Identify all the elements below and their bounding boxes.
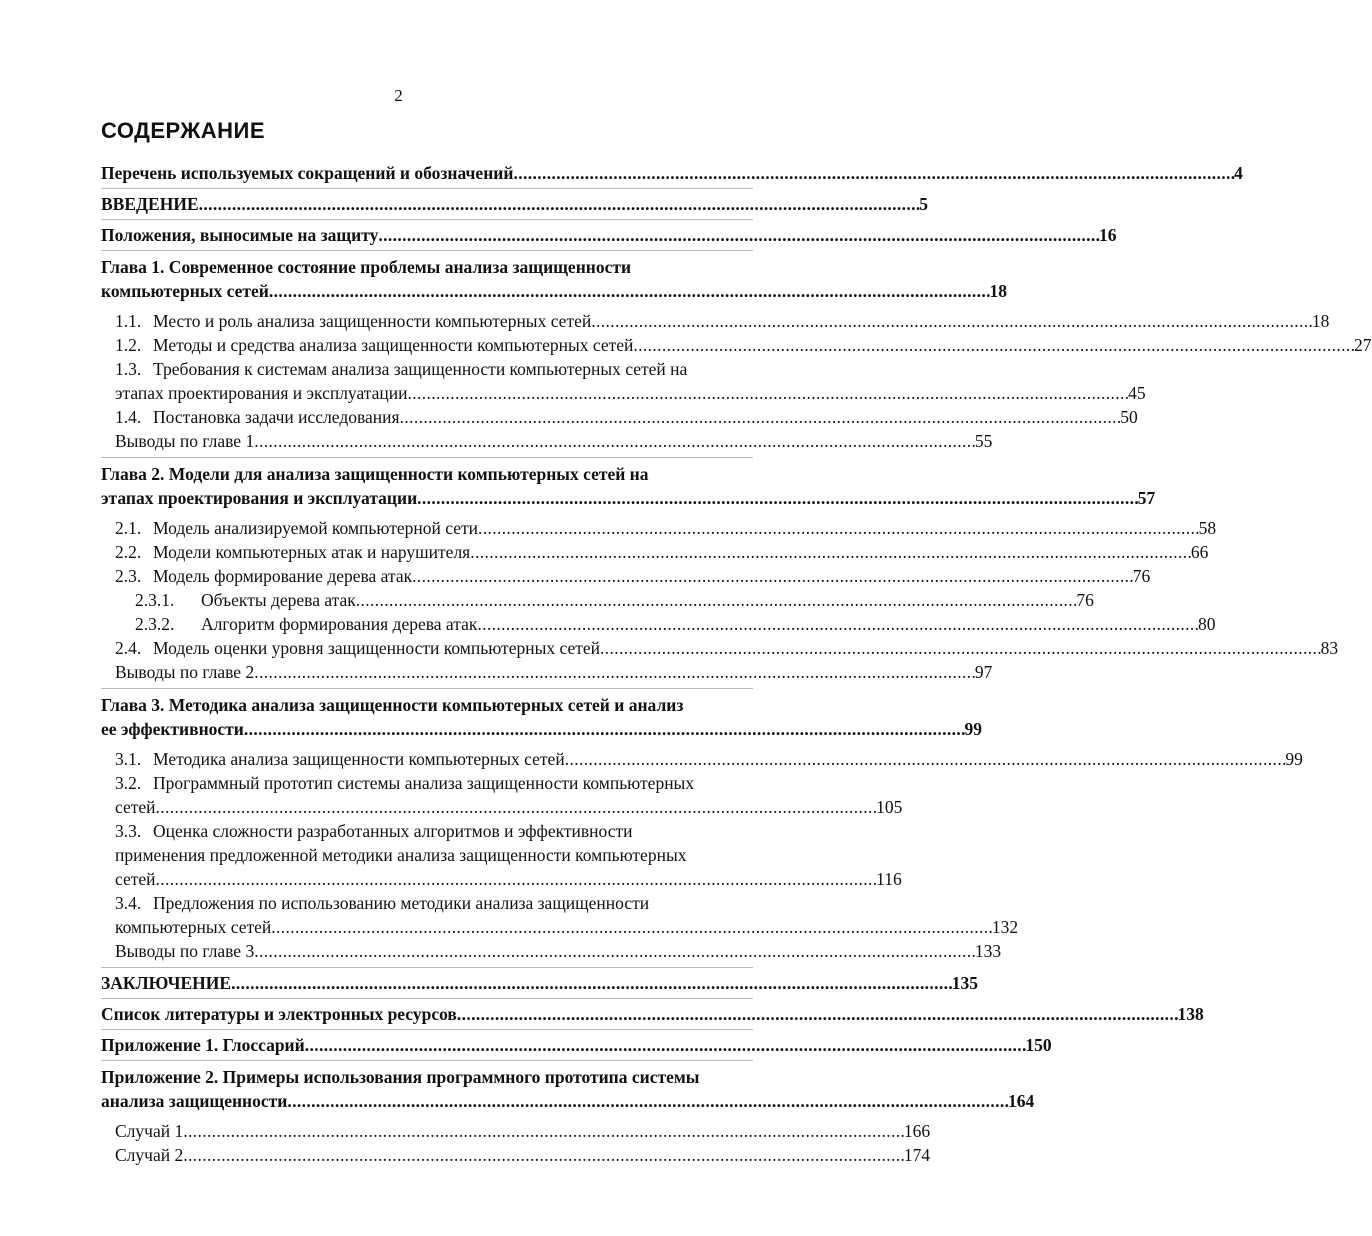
toc-entry-chapter-3[interactable] <box>101 693 982 741</box>
toc-page-number: 76 <box>1132 566 1151 586</box>
section-number: 2.4. <box>115 638 142 658</box>
toc-group-intro <box>101 189 929 220</box>
section-number: 2.1. <box>115 518 142 538</box>
section-number: 2.3. <box>115 566 142 586</box>
toc-page-number: 97 <box>974 662 993 682</box>
toc-entry-title: ЗАКЛЮЧЕНИЕ <box>101 973 232 993</box>
toc-entry-title-cont: сетей <box>115 869 156 889</box>
toc-entry-2-4[interactable] <box>101 636 1339 660</box>
toc-entry-title: Оценка сложности разработанных алгоритмов и эффективности <box>153 821 633 841</box>
toc-page-number: 27 <box>1354 335 1372 355</box>
toc-group-chapter-1 <box>101 251 1372 458</box>
toc-entry-case-1[interactable] <box>101 1119 931 1143</box>
toc-entry-title-cont: компьютерных сетей <box>115 917 272 937</box>
toc-entry-title: Случай 2 <box>115 1145 184 1165</box>
toc-page-number: 16 <box>1099 225 1117 245</box>
toc-entry-title: Методы и средства анализа защищенности компьютерных сетей <box>153 335 634 355</box>
section-number: 1.2. <box>115 335 142 355</box>
toc-page-number: 164 <box>1007 1091 1035 1111</box>
toc-group-chapter-3 <box>101 689 1303 968</box>
toc-page-number: 138 <box>1177 1004 1204 1024</box>
toc-entry-title: Постановка задачи исследования <box>153 407 400 427</box>
toc-entry-title-cont: ее эффективности <box>101 719 244 739</box>
toc-page-number: 174 <box>903 1145 931 1165</box>
toc-entry-introduction[interactable] <box>101 192 929 216</box>
toc-page-number: 99 <box>964 719 982 739</box>
toc-entry-2-1[interactable] <box>101 516 1217 540</box>
toc-entry-3-2[interactable] <box>101 771 903 819</box>
toc-entry-3-3[interactable] <box>101 819 902 891</box>
toc-group-theses <box>101 220 1117 251</box>
toc-page-number: 150 <box>1025 1035 1052 1055</box>
toc-entry-appendix-1[interactable] <box>101 1033 1052 1057</box>
toc-entry-2-2[interactable] <box>101 540 1209 564</box>
section-number: 1.4. <box>115 407 142 427</box>
toc-entry-references[interactable] <box>101 1002 1204 1026</box>
section-number: 3.4. <box>115 893 142 913</box>
toc-entry-title: Программный прототип системы анализа защищенности компьютерных <box>153 773 695 793</box>
toc-entry-title: Положения, выносимые на защиту <box>101 225 379 245</box>
toc-entry-3-1[interactable] <box>101 747 1303 771</box>
toc-entry-2-3-1[interactable] <box>101 588 1094 612</box>
toc-group-abbrev <box>101 158 1243 189</box>
toc-entry-case-2[interactable] <box>101 1143 931 1167</box>
toc-page-number: 18 <box>1311 311 1330 331</box>
toc-page-number: 116 <box>876 869 902 889</box>
section-number: 2.3.1. <box>135 590 175 610</box>
section-number: 1.1. <box>115 311 142 331</box>
toc-entry-title: Модель анализируемой компьютерной сети <box>153 518 479 538</box>
toc-entry-title: Объекты дерева атак <box>201 590 356 610</box>
toc-entry-title: Случай 1 <box>115 1121 184 1141</box>
toc-entry-1-1[interactable] <box>101 309 1330 333</box>
toc-entry-title-cont: этапах проектирования и эксплуатации <box>115 383 408 403</box>
toc-entry-1-conclusions[interactable] <box>101 429 993 453</box>
toc-entry-title: Приложение 2. Примеры использования программного прототипа системы <box>101 1067 700 1087</box>
toc-entry-abbreviations[interactable] <box>101 161 1243 185</box>
toc-page-number: 80 <box>1197 614 1216 634</box>
toc-entry-title: Модели компьютерных атак и нарушителя <box>153 542 471 562</box>
toc-entry-title: Выводы по главе 3 <box>115 941 255 961</box>
toc-entry-title-cont: сетей <box>115 797 156 817</box>
toc-page-number: 66 <box>1190 542 1209 562</box>
toc-entry-title: Алгоритм формирования дерева атак <box>201 614 478 634</box>
toc-page-number: 133 <box>974 941 1002 961</box>
toc-entry-title-cont: компьютерных сетей <box>101 281 269 301</box>
toc-entry-title: Перечень используемых сокращений и обозначений <box>101 163 514 183</box>
toc-entry-1-3[interactable] <box>101 357 1146 405</box>
toc-page-number: 58 <box>1198 518 1217 538</box>
toc-entry-chapter-2[interactable] <box>101 462 1156 510</box>
toc-page-number: 5 <box>919 194 929 214</box>
section-number: 3.1. <box>115 749 142 769</box>
toc-page-number: 166 <box>903 1121 931 1141</box>
toc-entry-title: Глава 2. Модели для анализа защищенности компьютерных сетей на <box>101 464 649 484</box>
toc-group-chapter-2 <box>101 458 1339 689</box>
toc-entry-appendix-2[interactable] <box>101 1065 1035 1113</box>
toc-entry-conclusion[interactable] <box>101 971 978 995</box>
toc-page-number: 57 <box>1137 488 1156 508</box>
toc-entry-1-2[interactable] <box>101 333 1372 357</box>
toc-page-number: 135 <box>951 973 978 993</box>
toc-entry-title-cont: этапах проектирования и эксплуатации <box>101 488 418 508</box>
toc-page-number: 105 <box>876 797 903 817</box>
section-number: 3.3. <box>115 821 142 841</box>
toc-entry-1-4[interactable] <box>101 405 1138 429</box>
toc-entry-title: Приложение 1. Глоссарий <box>101 1035 305 1055</box>
toc-entry-title: Список литературы и электронных ресурсов <box>101 1004 457 1024</box>
section-number: 1.3. <box>115 359 142 379</box>
toc-group-appendix-2 <box>101 1061 1035 1171</box>
toc-entry-title: Модель формирование дерева атак <box>153 566 413 586</box>
section-number: 2.2. <box>115 542 142 562</box>
toc-entry-title: Предложения по использованию методики анализа защищенности <box>153 893 650 913</box>
toc-page-number: 4 <box>1234 163 1243 183</box>
toc-entry-title: Методика анализа защищенности компьютерных сетей <box>153 749 565 769</box>
toc-entry-title: Место и роль анализа защищенности компьютерных сетей <box>153 311 592 331</box>
toc-entry-title: Требования к системам анализа защищенности компьютерных сетей на <box>153 359 688 379</box>
toc-page-number: 45 <box>1128 383 1146 403</box>
toc-entry-title: Глава 3. Методика анализа защищенности компьютерных сетей и анализ <box>101 695 684 715</box>
toc-page-number: 99 <box>1285 749 1303 769</box>
toc-group-conclusion <box>101 968 978 999</box>
page-title: СОДЕРЖАНИЕ <box>101 118 266 143</box>
toc-entry-title: Глава 1. Современное состояние проблемы анализа защищенности <box>101 257 632 277</box>
page-number: 2 <box>394 86 403 105</box>
toc-page-number: 55 <box>974 431 993 451</box>
toc-group-references <box>101 999 1204 1030</box>
toc-entry-title-cont: анализа защищенности <box>101 1091 288 1111</box>
section-number: 3.2. <box>115 773 142 793</box>
toc-page-number: 132 <box>991 917 1019 937</box>
toc-entry-title-cont: применения предложенной методики анализа защищенности компьютерных <box>115 845 687 865</box>
toc-page-number: 76 <box>1076 590 1094 610</box>
toc-page-number: 50 <box>1120 407 1138 427</box>
toc-entry-2-3[interactable] <box>101 564 1151 588</box>
toc-entry-title: ВВЕДЕНИЕ <box>101 194 199 214</box>
section-number: 2.3.2. <box>135 614 175 634</box>
toc-page-number: 83 <box>1320 638 1339 658</box>
toc-entry-2-3-2[interactable] <box>101 612 1216 636</box>
toc-entry-title: Модель оценки уровня защищенности компьютерных сетей <box>153 638 600 658</box>
toc-group-appendix-1 <box>101 1030 1052 1061</box>
toc-entry-title: Выводы по главе 2 <box>115 662 255 682</box>
toc-entry-chapter-1[interactable] <box>101 255 1007 303</box>
toc-entry-3-conclusions[interactable] <box>101 939 1002 963</box>
toc-entry-3-4[interactable] <box>101 891 1019 939</box>
toc-entry-2-conclusions[interactable] <box>101 660 993 684</box>
toc-entry-theses[interactable] <box>101 223 1117 247</box>
table-of-contents <box>101 158 1372 1171</box>
toc-entry-title: Выводы по главе 1 <box>115 431 255 451</box>
toc-page-number: 18 <box>989 281 1007 301</box>
